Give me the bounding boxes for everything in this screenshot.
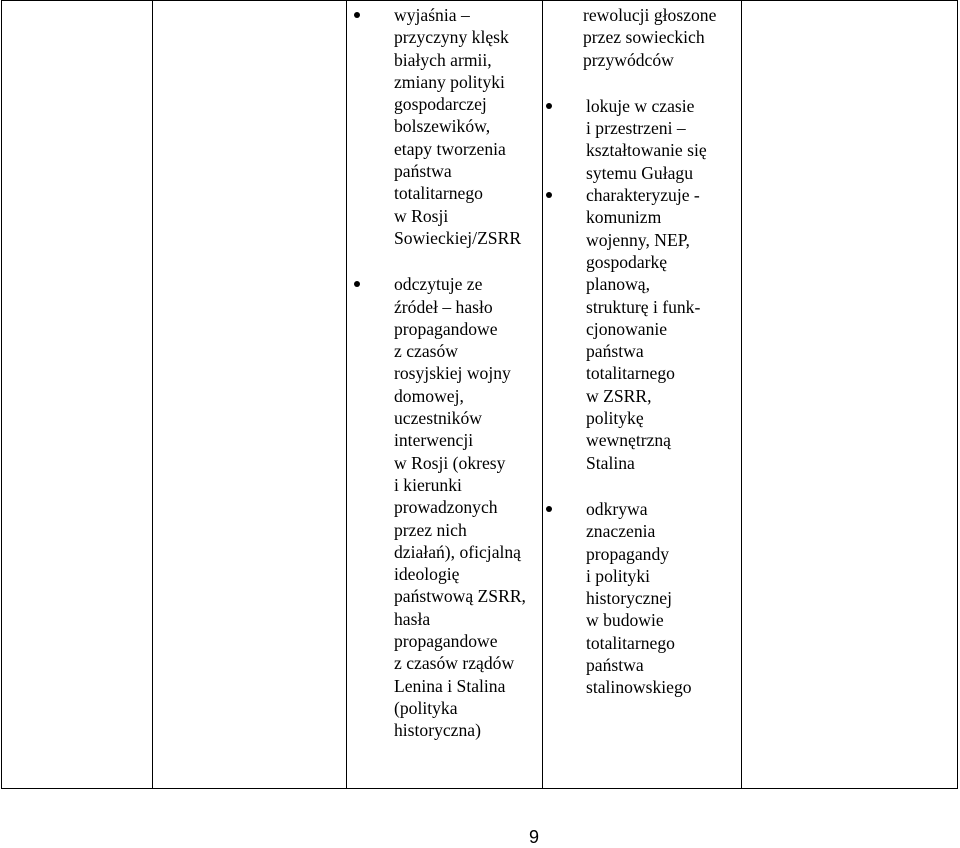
list-item	[354, 4, 542, 249]
list-item-text: lokuje w czasie i przestrzeni – kształtowanie się sytemu Gułagu	[586, 95, 707, 183]
table-cell-column-1	[2, 1, 152, 788]
table-cell-column-2	[354, 4, 542, 788]
table-cell-column-4	[743, 1, 955, 788]
page-number	[0, 826, 960, 848]
column-divider	[346, 1, 347, 788]
bullet-icon	[354, 281, 360, 287]
list-item	[546, 95, 741, 184]
page-number-text: 9	[528, 827, 539, 847]
list-item	[354, 273, 542, 741]
column-divider	[542, 1, 543, 788]
table-cell-column-3	[546, 4, 741, 788]
list-item-text: odkrywa znaczenia propagandy i polityki historycznej w budowie totalitarnego państwa stalinowskiego	[586, 498, 692, 698]
list-item	[546, 498, 741, 699]
bullet-icon	[354, 12, 360, 18]
list-item-text: wyjaśnia – przyczyny klęsk białych armii, zmiany polityki gospodarczej bolszewików, etapy tworzenia państwa totalitarnego w Rosji Sowieckiej/ZSRR	[394, 5, 522, 248]
list-item	[546, 184, 741, 474]
list-item-text: charakteryzuje - komunizm wojenny, NEP, gospodarkę planową, strukturę i funk- cjonowanie państwa totalitarnego w ZSRR, politykę wewnętrzną Stalina	[586, 185, 701, 473]
column-divider	[152, 1, 153, 788]
column-divider	[741, 1, 742, 788]
list-item-text: odczytuje ze źródeł – hasło propagandowe z czasów rosyjskiej wojny domowej, uczestników interwencji w Rosji (okresy i kierunki prowadzonych przez nich działań), oficjalną ideologię państwową ZSRR, hasła propagandowe z czasów rządów Lenina i Stalina (polityka historyczna)	[394, 274, 526, 741]
continued-text: rewolucji głoszone przez sowieckich przywódców	[583, 5, 717, 70]
bullet-icon	[546, 192, 552, 198]
bullet-icon	[546, 506, 552, 512]
bullet-icon	[546, 103, 552, 109]
curriculum-table	[1, 0, 958, 789]
